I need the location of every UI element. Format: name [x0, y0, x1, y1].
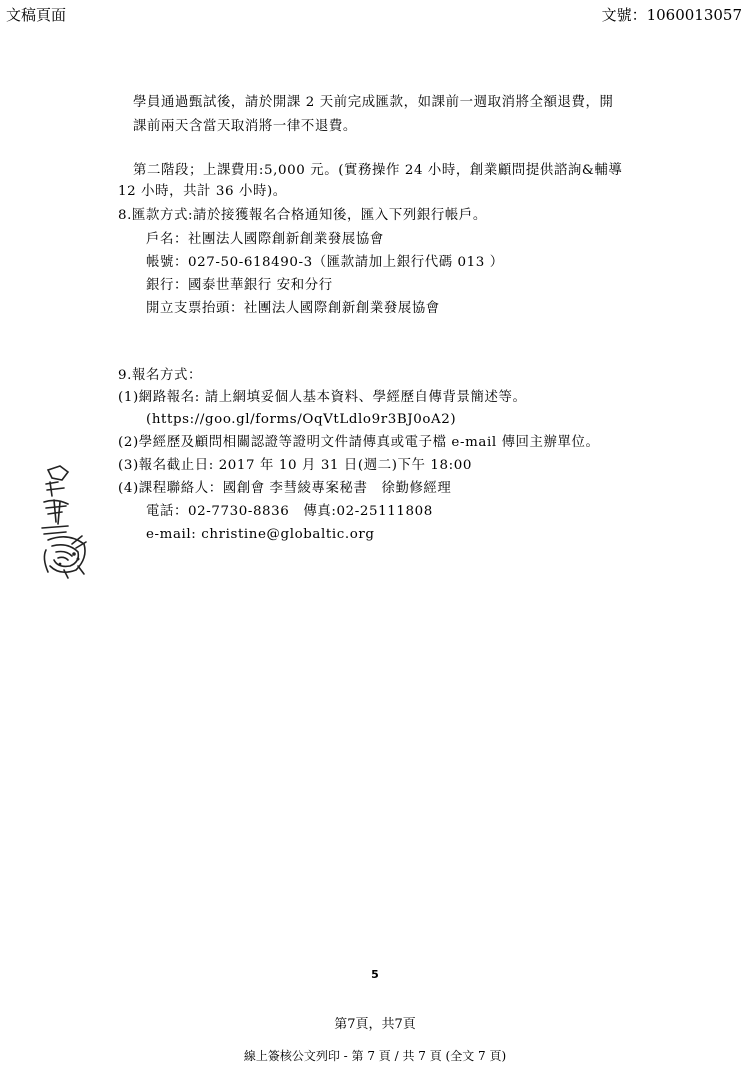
- registration-online: (1)網路報名: 請上網填妥個人基本資料、學經歷自傳背景簡述等。: [118, 390, 527, 405]
- registration-documents: (2)學經歷及顧問相關認證等證明文件請傳真或電子檔 e-mail 傳回主辦單位。: [118, 435, 600, 450]
- body-line: 課前兩天含當天取消將一律不退費。: [133, 119, 357, 134]
- document-number: 文號：1060013057: [601, 6, 742, 24]
- page-number: 5: [371, 968, 379, 981]
- page-count: 第7頁，共7頁: [334, 1017, 416, 1032]
- account-name: 戶名：社團法人國際創新創業發展協會: [146, 232, 384, 247]
- registration-url: (https://goo.gl/forms/OqVtLdlo9r3BJ0oA2): [146, 412, 457, 427]
- seal-stamp-icon: [38, 462, 90, 580]
- body-line: 第二階段；上課費用:5,000 元。(實務操作 24 小時，創業顧問提供諮詢&輔導: [133, 163, 623, 178]
- check-payee: 開立支票抬頭：社團法人國際創新創業發展協會: [146, 301, 440, 316]
- contact-phone-fax: 電話：02-7730-8836 傳真:02-25111808: [146, 504, 433, 519]
- bank-name: 銀行：國泰世華銀行 安和分行: [146, 278, 333, 293]
- section-heading-payment: 8.匯款方式:請於接獲報名合格通知後，匯入下列銀行帳戶。: [118, 208, 487, 223]
- account-number: 帳號：027-50-618490-3（匯款請加上銀行代碼 013 ）: [146, 255, 504, 270]
- header-label: 文稿頁面: [6, 6, 67, 24]
- body-line: 學員通過甄試後，請於開課 2 天前完成匯款，如課前一週取消將全額退費，開: [133, 95, 614, 110]
- contact-persons: (4)課程聯絡人：國創會 李彗綾專案秘書 徐勤修經理: [118, 481, 452, 496]
- registration-deadline: (3)報名截止日: 2017 年 10 月 31 日(週二)下午 18:00: [118, 458, 472, 473]
- body-line: 12 小時，共計 36 小時)。: [118, 184, 287, 199]
- contact-email: e-mail: christine@globaltic.org: [146, 527, 375, 542]
- footer-print-info: 線上簽核公文列印 - 第 7 頁 / 共 7 頁 (全文 7 頁): [243, 1049, 507, 1063]
- section-heading-registration: 9.報名方式：: [118, 368, 202, 383]
